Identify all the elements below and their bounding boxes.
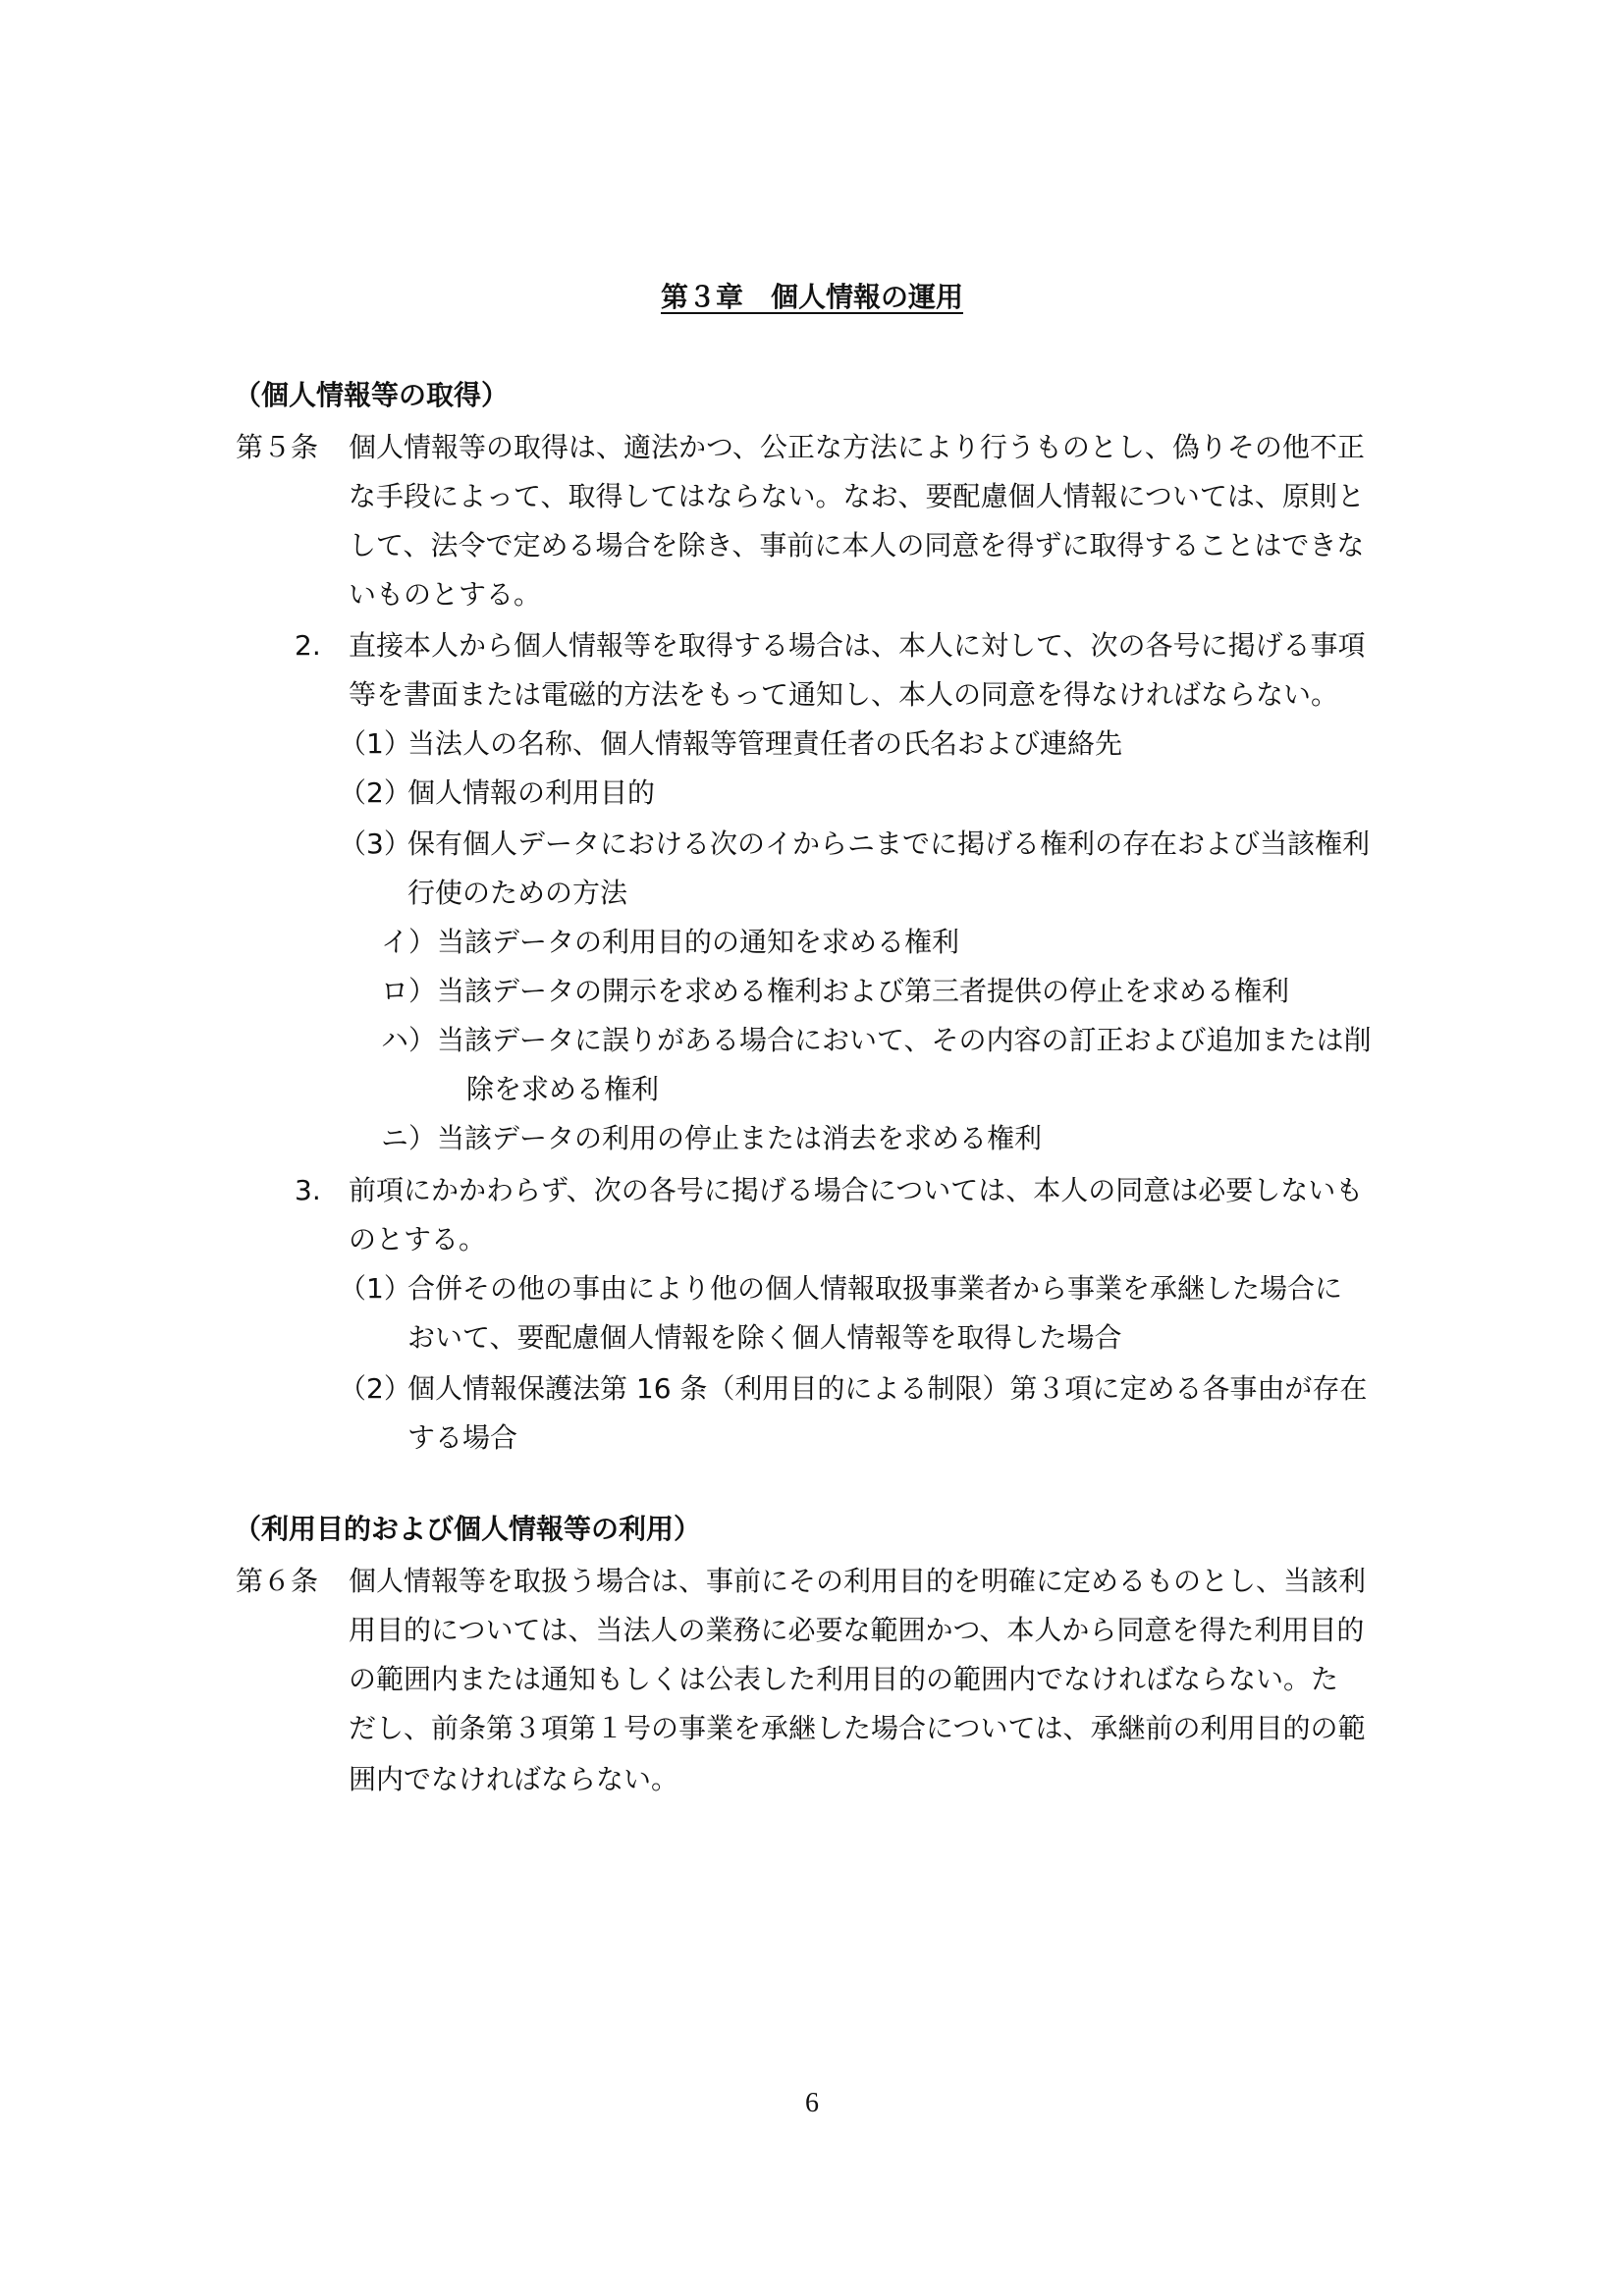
sub-item-number: イ） bbox=[381, 926, 437, 958]
sub-item-number: ハ） bbox=[381, 1024, 437, 1056]
sub-item-text-line: 当該データの利用の停止または消去を求める権利 bbox=[437, 1122, 1043, 1154]
page-number: 6 bbox=[805, 2088, 819, 2118]
paragraph-text-line: 前項にかかわらず、次の各号に掲げる場合については、本人の同意は必要しないも bbox=[349, 1174, 1364, 1206]
item-text-line: 行使のための方法 bbox=[407, 877, 628, 909]
item-text-line: 保有個人データにおける次のイからニまでに掲げる権利の存在および当該権利 bbox=[407, 828, 1371, 860]
item-number: （1） bbox=[339, 727, 411, 760]
item-number: （1） bbox=[339, 1272, 411, 1305]
article-text-line: いものとする。 bbox=[349, 578, 542, 611]
article-text-line: だし、前条第３項第１号の事業を承継した場合については、承継前の利用目的の範 bbox=[349, 1712, 1366, 1744]
item-text-line: する場合 bbox=[407, 1421, 518, 1454]
item-text-line: 合併その他の事由により他の個人情報取扱事業者から事業を承継した場合に bbox=[407, 1272, 1343, 1305]
article-text-line: の範囲内または通知もしくは公表した利用目的の範囲内でなければならない。た bbox=[349, 1663, 1339, 1695]
item-text-line: 当法人の名称、個人情報等管理責任者の氏名および連絡先 bbox=[407, 727, 1123, 760]
section-heading-article-5: （個人情報等の取得） bbox=[234, 379, 510, 411]
paragraph-number: 2. bbox=[295, 629, 321, 662]
chapter-title: 第３章 個人情報の運用 bbox=[660, 281, 963, 313]
item-text-line: 個人情報の利用目的 bbox=[407, 776, 656, 809]
article-text-line: 用目的については、当法人の業務に必要な範囲かつ、本人から同意を得た利用目的 bbox=[349, 1614, 1365, 1646]
article-label: 第６条 bbox=[236, 1565, 319, 1597]
paragraph-number: 3. bbox=[295, 1174, 321, 1206]
sub-item-text-line: 当該データの開示を求める権利および第三者提供の停止を求める権利 bbox=[437, 975, 1290, 1007]
item-number: （3） bbox=[339, 828, 411, 860]
article-text-line: 個人情報等を取扱う場合は、事前にその利用目的を明確に定めるものとし、当該利 bbox=[349, 1565, 1367, 1597]
paragraph-text-line: のとする。 bbox=[349, 1223, 487, 1255]
section-heading-article-6: （利用目的および個人情報等の利用） bbox=[234, 1513, 702, 1545]
item-number: （2） bbox=[339, 776, 411, 809]
sub-item-text-line: 当該データの利用目的の通知を求める権利 bbox=[437, 926, 960, 958]
article-text-line: 個人情報等の取得は、適法かつ、公正な方法により行うものとし、偽りその他不正 bbox=[349, 431, 1365, 463]
sub-item-text-line: 除を求める権利 bbox=[466, 1073, 660, 1105]
article-text-line: な手段によって、取得してはならない。なお、要配慮個人情報については、原則と bbox=[349, 480, 1365, 512]
item-text-line: 個人情報保護法第 16 条（利用目的による制限）第３項に定める各事由が存在 bbox=[407, 1372, 1368, 1405]
article-label: 第５条 bbox=[236, 431, 319, 463]
sub-item-number: ロ） bbox=[381, 975, 437, 1007]
paragraph-text-line: 等を書面または電磁的方法をもって通知し、本人の同意を得なければならない。 bbox=[349, 678, 1339, 711]
paragraph-text-line: 直接本人から個人情報等を取得する場合は、本人に対して、次の各号に掲げる事項 bbox=[349, 629, 1366, 662]
article-text-line: 囲内でなければならない。 bbox=[349, 1763, 679, 1795]
item-number: （2） bbox=[339, 1372, 411, 1405]
item-text-line: おいて、要配慮個人情報を除く個人情報等を取得した場合 bbox=[407, 1321, 1122, 1354]
sub-item-text-line: 当該データに誤りがある場合において、その内容の訂正および追加または削 bbox=[437, 1024, 1372, 1056]
article-text-line: して、法令で定める場合を除き、事前に本人の同意を得ずに取得することはできな bbox=[349, 529, 1365, 561]
sub-item-number: ニ） bbox=[381, 1122, 437, 1154]
